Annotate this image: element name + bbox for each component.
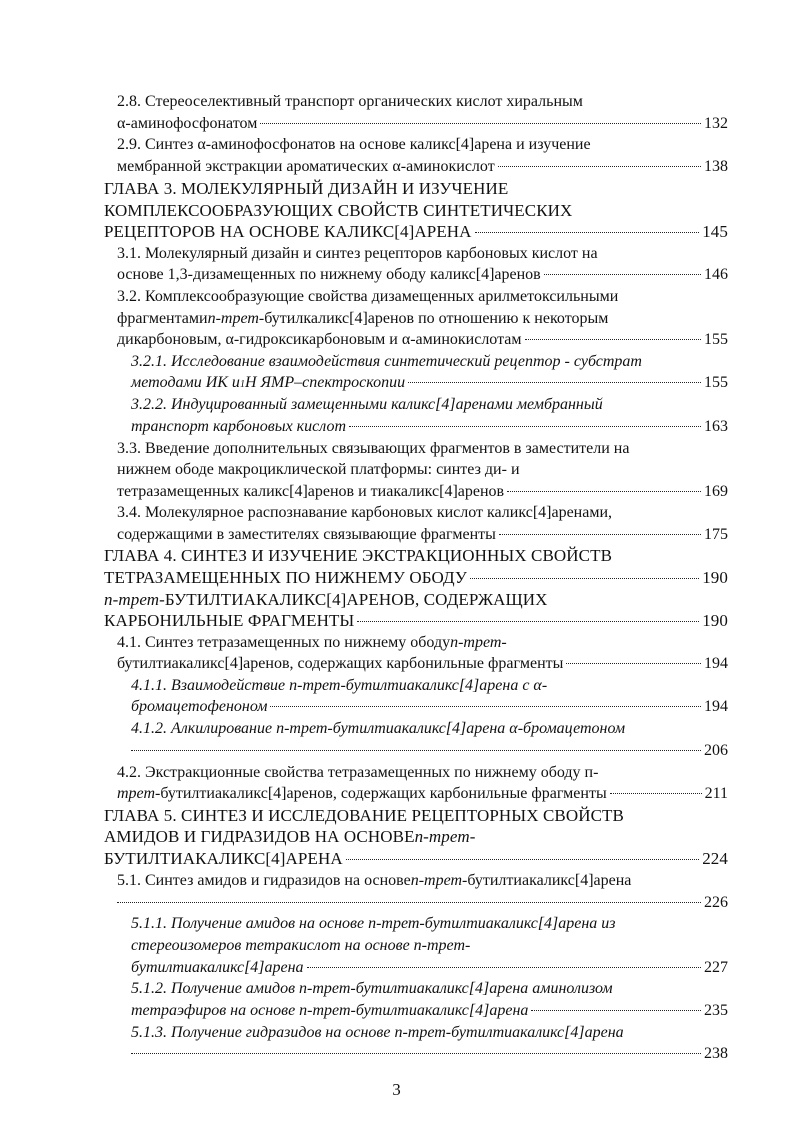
toc-entry-3-2-1: 3.2.1. Исследование взаимодействия синтетический рецептор - субстрат — [131, 353, 642, 370]
toc-chapter-5-cont2: БУТИЛТИАКАЛИКС[4]АРЕНА 224 — [104, 849, 728, 868]
toc-entry-3-3: 3.3. Введение дополнительных связывающих фрагментов в заместители на — [117, 440, 630, 457]
toc-entry-3-2-2: 3.2.2. Индуцированный замещенными каликс[4]аренами мембранный — [131, 396, 603, 413]
toc-chapter-4-cont: ТЕТРАЗАМЕЩЕННЫХ ПО НИЖНЕМУ ОБОДУ 190 — [104, 568, 728, 587]
toc-entry-5-1-1-cont2: бутилтиакаликс[4]арена 227 — [131, 959, 728, 976]
dot-leader — [610, 793, 702, 794]
page-ref: 224 — [702, 849, 728, 868]
dot-leader — [117, 902, 701, 903]
dot-leader — [544, 274, 701, 275]
toc-entry-5-1-2: 5.1.2. Получение амидов п-трет-бутилтиакаликс[4]арена аминолизом — [131, 980, 613, 997]
toc-chapter-5-cont: АМИДОВ И ГИДРАЗИДОВ НА ОСНОВЕ п-трет- — [104, 827, 476, 846]
dot-leader — [470, 578, 699, 579]
toc-entry-2-9: 2.9. Синтез α-аминофосфонатов на основе каликс[4]арена и изучение — [117, 136, 591, 153]
toc-entry-3-3-cont: нижнем ободе макроциклической платформы: синтез ди- и — [117, 461, 520, 478]
toc-entry-2-9-cont: мембранной экстракции ароматических α-аминокислот 138 — [117, 158, 728, 175]
page-ref: 206 — [704, 742, 728, 759]
toc-entry-4-1-2-cont — [131, 741, 728, 761]
toc-entry-3-3-cont2: тетразамещенных каликс[4]аренов и тиакаликс[4]аренов 169 — [117, 483, 728, 500]
dot-leader — [270, 706, 701, 707]
toc-entry-4-1-1: 4.1.1. Взаимодействие п-трет-бутилтиакаликс[4]арена с α- — [131, 677, 548, 694]
toc-chapter-4: ГЛАВА 4. СИНТЕЗ И ИЗУЧЕНИЕ ЭКСТРАКЦИОННЫХ СВОЙСТВ — [104, 546, 613, 565]
page-ref: 227 — [704, 959, 728, 976]
toc-entry-3-2-cont: фрагментами п-трет -бутилкаликс[4]аренов по отношению к некоторым — [117, 310, 609, 327]
dot-leader — [499, 534, 701, 535]
toc-entry-2-8: 2.8. Стереоселективный транспорт органических кислот хиральным — [117, 93, 583, 110]
toc-entry-4-2: 4.2. Экстракционные свойства тетразамещенных по нижнему ободу п- — [117, 764, 599, 781]
dot-leader — [349, 426, 701, 427]
toc-entry-4-2-cont: трет -бутилтиакаликс[4]аренов, содержащих карбонильные фрагменты 211 — [117, 785, 728, 802]
toc-entry-4-1: 4.1. Синтез тетразамещенных по нижнему ободу п-трет- — [117, 634, 507, 651]
page-ref: 138 — [704, 158, 728, 175]
toc-entry-4-1-2: 4.1.2. Алкилирование п-трет-бутилтиакаликс[4]арена α-бромацетоном — [131, 720, 626, 737]
toc-entry-5-1-3: 5.1.3. Получение гидразидов на основе п-трет-бутилтиакаликс[4]арена — [131, 1024, 624, 1041]
toc-entry-3-2-2-cont: транспорт карбоновых кислот 163 — [131, 418, 728, 435]
toc-entry-3-2: 3.2. Комплексообразующие свойства дизамещенных арилметоксильными — [117, 288, 619, 305]
toc-chapter-3: ГЛАВА 3. МОЛЕКУЛЯРНЫЙ ДИЗАЙН И ИЗУЧЕНИЕ — [104, 179, 509, 198]
page-ref: 132 — [704, 115, 728, 132]
page-ref: 155 — [704, 374, 728, 391]
toc-entry-5-1: 5.1. Синтез амидов и гидразидов на основе п-трет -бутилтиакаликс[4]арена — [117, 872, 632, 889]
page-ref: 238 — [704, 1045, 728, 1062]
dot-leader — [357, 621, 699, 622]
dot-leader — [498, 166, 701, 167]
page-ref: 169 — [704, 483, 728, 500]
dot-leader — [507, 491, 701, 492]
dot-leader — [131, 1053, 701, 1054]
dot-leader — [260, 123, 701, 124]
toc-chapter-4-cont3: КАРБОНИЛЬНЫЕ ФРАГМЕНТЫ 190 — [104, 611, 728, 630]
dot-leader — [307, 967, 701, 968]
page-ref: 194 — [704, 655, 728, 672]
toc-chapter-4-cont2: п-трет -БУТИЛТИАКАЛИКС[4]АРЕНОВ, СОДЕРЖАЩИХ — [104, 590, 548, 609]
dot-leader — [531, 1010, 701, 1011]
page-ref: 226 — [704, 894, 728, 911]
dot-leader — [131, 750, 701, 751]
toc-entry-3-2-1-cont: методами ИК и 1 Н ЯМР–спектроскопии 155 — [131, 374, 728, 391]
page-number: 3 — [392, 1080, 401, 1099]
toc-entry-4-1-cont: бутилтиакаликс[4]аренов, содержащих карбонильные фрагменты 194 — [117, 655, 728, 672]
toc-entry-3-1: 3.1. Молекулярный дизайн и синтез рецепторов карбоновых кислот на — [117, 245, 598, 262]
toc-chapter-3-cont: КОМПЛЕКСООБРАЗУЮЩИХ СВОЙСТВ СИНТЕТИЧЕСКИХ — [104, 201, 573, 220]
toc-entry-3-1-cont: основе 1,3-дизамещенных по нижнему ободу каликс[4]аренов 146 — [117, 266, 728, 283]
page-ref: 145 — [702, 222, 728, 241]
dot-leader — [525, 339, 702, 340]
toc-entry-5-1-cont — [117, 893, 728, 913]
page-ref: 190 — [702, 611, 728, 630]
page-ref: 194 — [704, 698, 728, 715]
page-ref: 146 — [704, 266, 728, 283]
toc-chapter-3-cont2: РЕЦЕПТОРОВ НА ОСНОВЕ КАЛИКС[4]АРЕНА 145 — [104, 222, 728, 241]
page-ref: 175 — [704, 526, 728, 543]
toc-entry-5-1-2-cont: тетраэфиров на основе п-трет-бутилтиакаликс[4]арена 235 — [131, 1002, 728, 1019]
toc-entry-3-4-cont: содержащими в заместителях связывающие фрагменты 175 — [117, 526, 728, 543]
toc-chapter-5: ГЛАВА 5. СИНТЕЗ И ИССЛЕДОВАНИЕ РЕЦЕПТОРНЫХ СВОЙСТВ — [104, 806, 624, 825]
toc-entry-5-1-1-cont: стереоизомеров тетракислот на основе п-трет- — [131, 937, 471, 954]
dot-leader — [475, 232, 700, 233]
toc-entry-3-4: 3.4. Молекулярное распознавание карбоновых кислот каликс[4]аренами, — [117, 504, 613, 521]
toc-entry-4-1-1-cont: бромацетофеноном 194 — [131, 698, 728, 715]
dot-leader — [408, 382, 701, 383]
page-ref: 163 — [704, 418, 728, 435]
page-ref: 211 — [704, 785, 728, 802]
dot-leader — [346, 859, 699, 860]
dot-leader — [566, 663, 701, 664]
page-ref: 190 — [702, 568, 728, 587]
toc-entry-5-1-1: 5.1.1. Получение амидов на основе п-трет-бутилтиакаликс[4]арена из — [131, 915, 616, 932]
toc-entry-5-1-3-cont — [131, 1044, 728, 1064]
page-ref: 235 — [704, 1002, 728, 1019]
toc-entry-2-8-cont: α-аминофосфонатом 132 — [117, 115, 728, 132]
page-ref: 155 — [704, 331, 728, 348]
toc-entry-3-2-cont2: дикарбоновым, α-гидроксикарбоновым и α-аминокислотам 155 — [117, 331, 728, 348]
